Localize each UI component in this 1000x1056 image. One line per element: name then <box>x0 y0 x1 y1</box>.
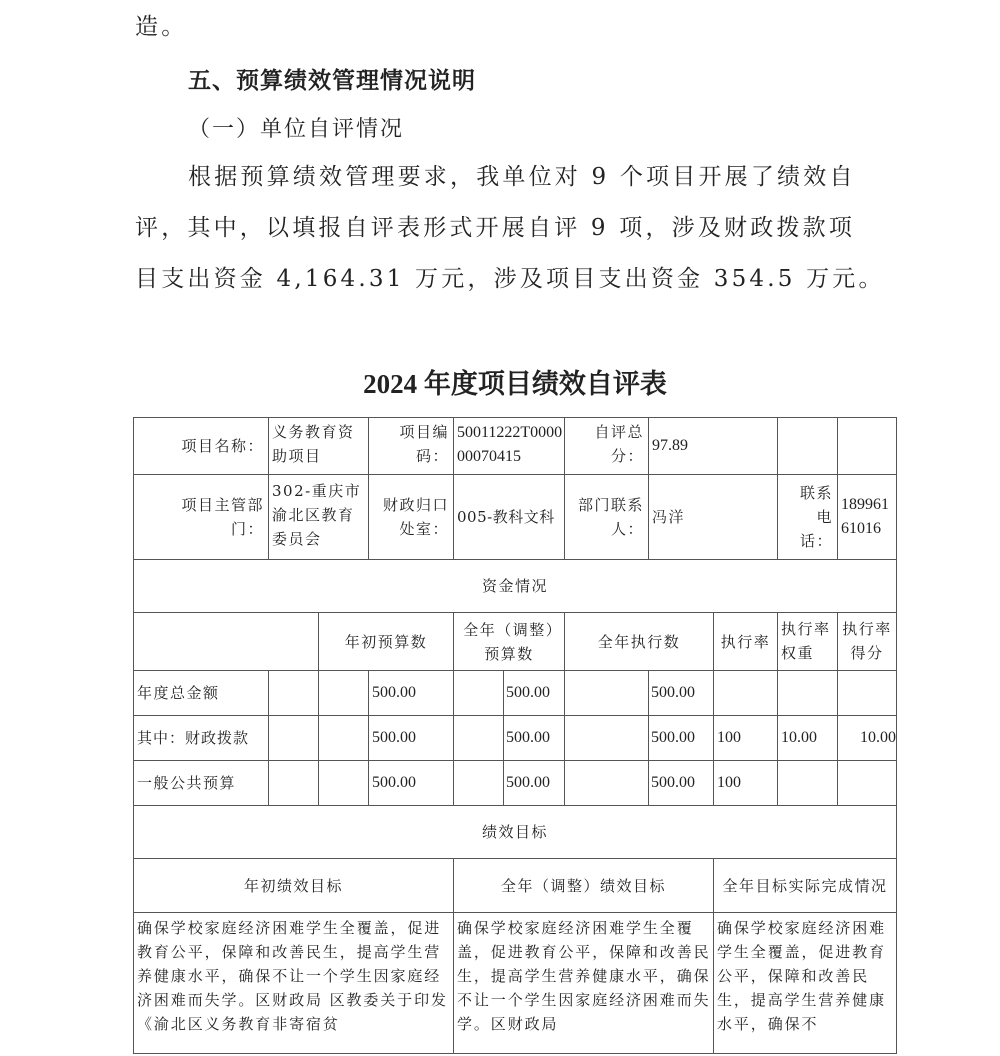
score-value <box>837 670 897 716</box>
weight-value: 10.00 <box>777 715 838 761</box>
finance-value: 005-教科文科 <box>453 474 565 560</box>
empty-cell <box>318 760 369 806</box>
header-adjusted-goal: 全年（调整）绩效目标 <box>453 858 714 913</box>
empty-cell <box>564 670 649 716</box>
header-adjusted-budget: 全年（调整）预算数 <box>453 612 565 671</box>
header-rate-weight: 执行率权重 <box>777 612 838 671</box>
dept-label: 项目主管部门： <box>133 474 269 560</box>
score-label: 自评总分： <box>564 417 649 475</box>
adjusted-value: 500.00 <box>503 715 565 761</box>
executed-value: 500.00 <box>648 760 714 806</box>
initial-value: 500.00 <box>368 760 454 806</box>
empty-cell <box>453 760 504 806</box>
header-executed: 全年执行数 <box>564 612 714 671</box>
row-label: 其中：财政拨款 <box>133 715 269 761</box>
empty-cell <box>777 417 838 475</box>
finance-label: 财政归口处室： <box>368 474 454 560</box>
adjusted-goal-text: 确保学校家庭经济困难学生全覆盖，促进教育公平，保障和改善民生，提高学生营养健康水平，确保不让一个学生因家庭经济困难而失学。区财政局 <box>453 912 714 1054</box>
paragraph-line-3: 目支出资金 4,164.31 万元，涉及项目支出资金 354.5 万元。 <box>135 266 885 292</box>
weight-value <box>777 760 838 806</box>
project-name-label: 项目名称： <box>133 417 269 475</box>
goals-section-title: 绩效目标 <box>133 805 897 859</box>
empty-cell <box>133 612 319 671</box>
subsection-heading: （一）单位自评情况 <box>188 117 405 142</box>
rate-value <box>713 670 778 716</box>
weight-value <box>777 670 838 716</box>
project-code-value: 50011222T000000070415 <box>453 417 565 475</box>
dept-value: 302-重庆市渝北区教育委员会 <box>268 474 369 560</box>
empty-cell <box>564 715 649 761</box>
rate-value: 100 <box>713 760 778 806</box>
score-value <box>837 760 897 806</box>
project-name-value: 义务教育资助项目 <box>268 417 369 475</box>
executed-value: 500.00 <box>648 715 714 761</box>
paragraph-line-1: 根据预算绩效管理要求，我单位对 9 个项目开展了绩效自 <box>188 164 856 190</box>
contact-value: 冯洋 <box>648 474 778 560</box>
adjusted-value: 500.00 <box>503 670 565 716</box>
empty-cell <box>268 670 319 716</box>
initial-value: 500.00 <box>368 670 454 716</box>
funds-section-title: 资金情况 <box>133 559 897 613</box>
paragraph-line-2: 评，其中，以填报自评表形式开展自评 9 项，涉及财政拨款项 <box>135 215 856 241</box>
table-title: 2024 年度项目绩效自评表 <box>363 369 667 399</box>
paragraph-end: 造。 <box>135 14 188 40</box>
initial-goal-text: 确保学校家庭经济困难学生全覆盖，促进教育公平，保障和改善民生，提高学生营养健康水平，确保不让一个学生因家庭经济困难而失学。区财政局 区教委关于印发《渝北区义务教育非寄宿贫 <box>133 912 454 1054</box>
empty-cell <box>453 670 504 716</box>
project-code-label: 项目编码： <box>368 417 454 475</box>
phone-value: 18996161016 <box>837 474 897 560</box>
initial-value: 500.00 <box>368 715 454 761</box>
empty-cell <box>268 760 319 806</box>
executed-value: 500.00 <box>648 670 714 716</box>
actual-completion-text: 确保学校家庭经济困难学生全覆盖，促进教育公平，保障和改善民生，提高学生营养健康水平，确保不 <box>713 912 897 1054</box>
header-rate-score: 执行率得分 <box>837 612 897 671</box>
empty-cell <box>837 417 897 475</box>
empty-cell <box>453 715 504 761</box>
phone-label: 联系电话： <box>777 474 838 560</box>
header-actual-completion: 全年目标实际完成情况 <box>713 858 897 913</box>
empty-cell <box>268 715 319 761</box>
contact-label: 部门联系人： <box>564 474 649 560</box>
score-value: 10.00 <box>837 715 897 761</box>
empty-cell <box>564 760 649 806</box>
empty-cell <box>318 670 369 716</box>
adjusted-value: 500.00 <box>503 760 565 806</box>
section-heading: 五、预算绩效管理情况说明 <box>188 68 476 94</box>
header-exec-rate: 执行率 <box>713 612 778 671</box>
header-initial-budget: 年初预算数 <box>318 612 454 671</box>
score-value: 97.89 <box>648 417 778 475</box>
rate-value: 100 <box>713 715 778 761</box>
row-label: 年度总金额 <box>133 670 269 716</box>
row-label: 一般公共预算 <box>133 760 269 806</box>
empty-cell <box>318 715 369 761</box>
header-initial-goal: 年初绩效目标 <box>133 858 454 913</box>
